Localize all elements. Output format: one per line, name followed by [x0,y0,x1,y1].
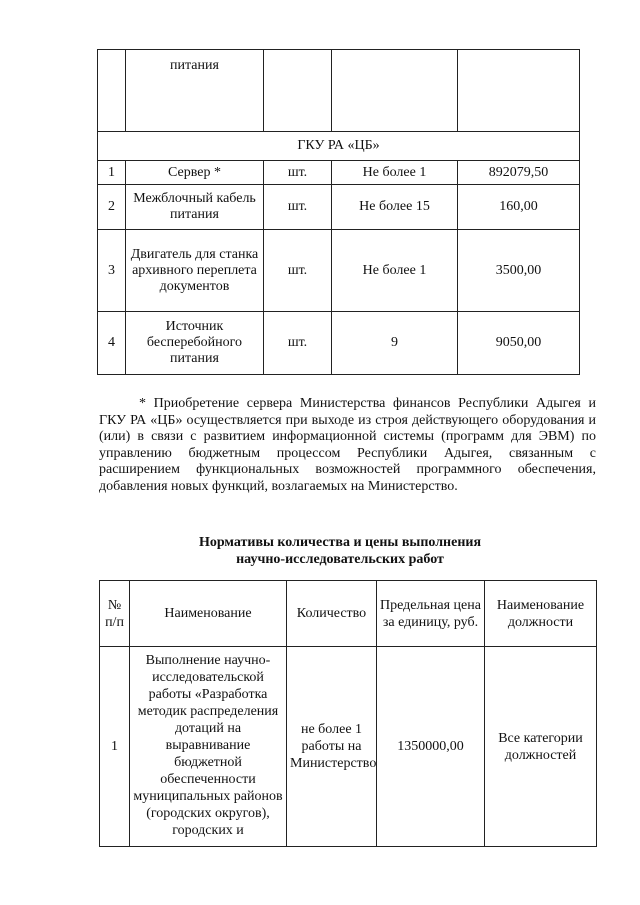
research-works-table [99,580,597,847]
price-cell [458,50,580,132]
row-number-cell [98,50,126,132]
quantity-cell: Не более 1 [332,161,458,185]
item-name-cell: питания [126,50,264,132]
unit-cell: шт. [264,161,332,185]
quantity-cell [332,50,458,132]
price-cell: 3500,00 [458,230,580,312]
footnote-text: * Приобретение сервера Министерства финансов Республики Адыгея и ГКУ РА «ЦБ» осуществляется при выходе из строя действующего оборудования и (или) в связи с развитием информационной системы (программ для ЭВМ) по управлению бюджетным процессом Республики Адыгея, связанным с расширением функциональных возможностей программного обеспечения, добавления новых функций, возлагаемых на Министерство. [99,396,596,494]
table-row [100,647,597,847]
section-title: ГКУ РА «ЦБ» [98,132,580,161]
work-name-cell: Выполнение научно-исследовательской работы «Разработка методик распределения дотаций на выравнивание бюджетной обеспеченности муниципальных районов (городских округов), городских и [130,647,287,847]
unit-cell [264,50,332,132]
equipment-table [97,49,580,375]
position-cell: Все категории должностей [485,647,597,847]
header-row [100,581,597,647]
header-name: Наименование [130,581,287,647]
quantity-cell: не более 1 работы на Министерство [287,647,377,847]
price-cell: 892079,50 [458,161,580,185]
table-row [98,312,580,375]
row-number-cell: 1 [100,647,130,847]
footnote [99,396,596,495]
unit-cell: шт. [264,312,332,375]
quantity-cell: Не более 1 [332,230,458,312]
quantity-cell: Не более 15 [332,185,458,230]
header-quantity: Количество [287,581,377,647]
table-row [98,230,580,312]
item-name-cell: Источник бесперебойного питания [126,312,264,375]
table-row [98,185,580,230]
item-name-cell: Межблочный кабель питания [126,185,264,230]
header-number: № п/п [100,581,130,647]
heading-line-1: Нормативы количества и цены выполнения [198,535,482,550]
unit-cell: шт. [264,230,332,312]
header-price: Предельная цена за единицу, руб. [377,581,485,647]
row-number-cell: 4 [98,312,126,375]
row-number-cell: 2 [98,185,126,230]
item-name-cell: Двигатель для станка архивного переплета документов [126,230,264,312]
table-row [98,161,580,185]
price-cell: 1350000,00 [377,647,485,847]
section-row [98,132,580,161]
price-cell: 160,00 [458,185,580,230]
header-position: Наименование должности [485,581,597,647]
row-number-cell: 1 [98,161,126,185]
heading-line-2: научно-исследовательских работ [236,552,444,567]
item-name-cell: Сервер * [126,161,264,185]
section-heading [100,534,580,568]
price-cell: 9050,00 [458,312,580,375]
unit-cell: шт. [264,185,332,230]
table-row [98,50,580,132]
quantity-cell: 9 [332,312,458,375]
row-number-cell: 3 [98,230,126,312]
